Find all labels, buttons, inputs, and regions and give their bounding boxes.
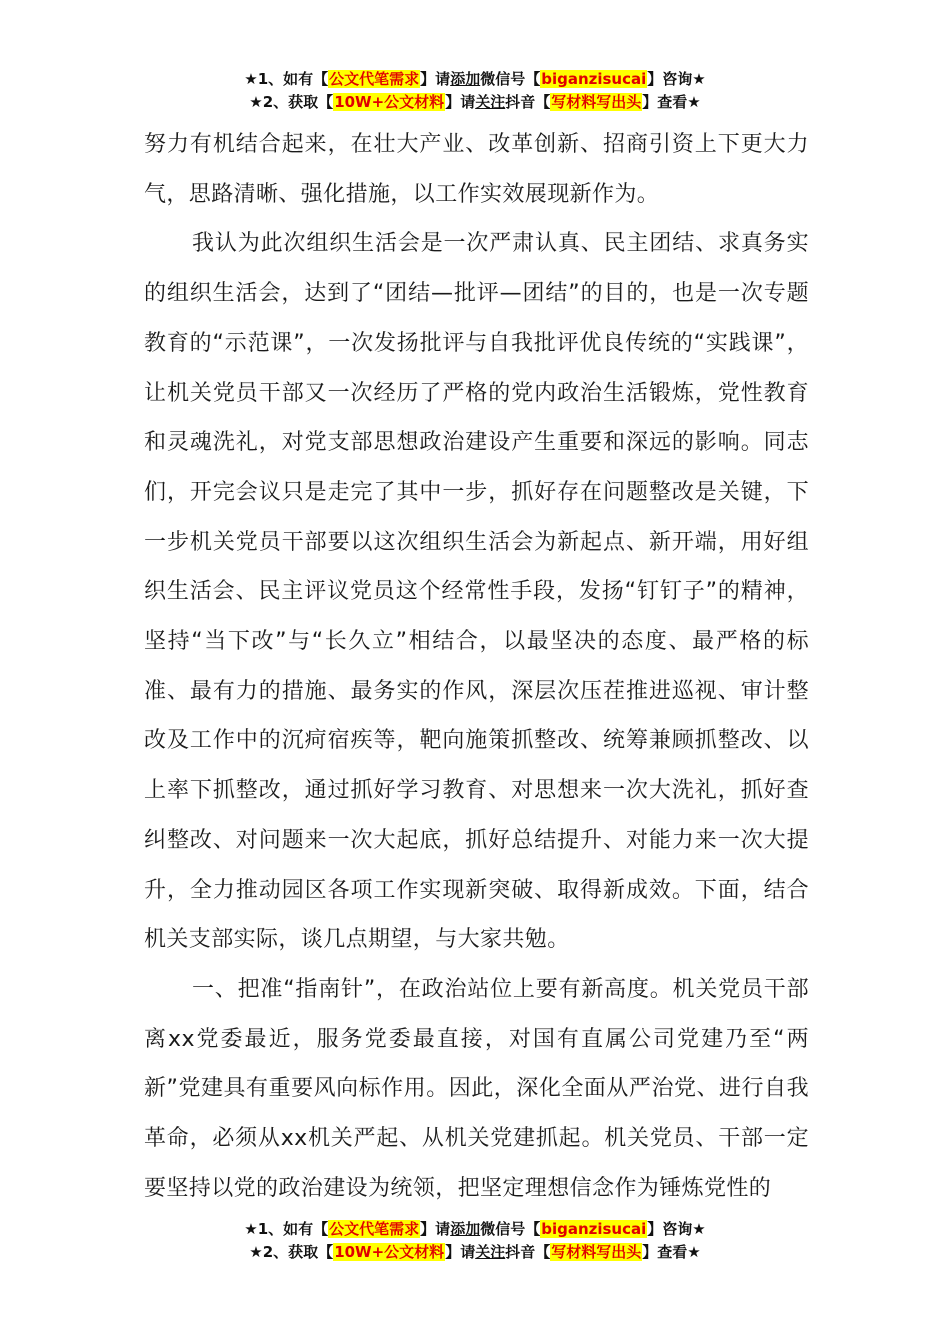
banner-text: ★1、如有【: [244, 70, 329, 88]
banner-line-1: [0, 68, 950, 91]
banner-text: 微信号【: [480, 70, 541, 88]
banner-text: 】咨询★: [647, 1220, 706, 1238]
highlight-materials: 10W+公文材料: [334, 93, 445, 111]
banner-text: 】请: [445, 1243, 476, 1261]
banner-text: ★2、获取【: [249, 1243, 334, 1261]
banner-line-2: [0, 91, 950, 114]
banner-text: 】请: [420, 70, 451, 88]
highlight-service: 公文代笔需求: [329, 70, 420, 88]
banner-text: 】查看★: [642, 93, 701, 111]
banner-underlined-text: 添加: [450, 1220, 481, 1238]
banner-underlined-text: 关注: [475, 1243, 506, 1261]
banner-text: 】请: [420, 1220, 451, 1238]
banner-text: 】咨询★: [647, 70, 706, 88]
header-banner: [0, 68, 950, 114]
highlight-douyin-account: 写材料写出头: [551, 1243, 642, 1261]
highlight-wechat-id: biganzisucai: [541, 70, 647, 88]
highlight-service: 公文代笔需求: [329, 1220, 420, 1238]
highlight-wechat-id: biganzisucai: [541, 1220, 647, 1238]
document-body: [144, 120, 809, 1213]
banner-text: 抖音【: [505, 1243, 551, 1261]
footer-banner: [0, 1218, 950, 1264]
highlight-materials: 10W+公文材料: [334, 1243, 445, 1261]
banner-text: 】请: [445, 93, 476, 111]
banner-text: 微信号【: [480, 1220, 541, 1238]
banner-underlined-text: 关注: [475, 93, 506, 111]
body-paragraph: 一、把准“指南针”，在政治站位上要有新高度。机关党员干部离xx党委最近，服务党委最直接，对国有直属公司党建乃至“两新”党建具有重要风向标作用。因此，深化全面从严治党、进行自我革命，必须从xx机关严起、从机关党建抓起。机关党员、干部一定要坚持以党的政治建设为统领，把坚定理想信念作为锤炼党性的: [144, 976, 809, 1201]
highlight-douyin-account: 写材料写出头: [551, 93, 642, 111]
banner-line-1: [0, 1218, 950, 1241]
body-paragraph: 我认为此次组织生活会是一次严肃认真、民主团结、求真务实的组织生活会，达到了“团结—批评—团结”的目的，也是一次专题教育的“示范课”，一次发扬批评与自我批评优良传统的“实践课”，让机关党员干部又一次经历了严格的党内政治生活锻炼，党性教育和灵魂洗礼，对党支部思想政治建设产生重要和深远的影响。同志们，开完会议只是走完了其中一步，抓好存在问题整改是关键，下一步机关党员干部要以这次组织生活会为新起点、新开端，用好组织生活会、民主评议党员这个经常性手段，发扬“钉钉子”的精神，坚持“当下改”与“长久立”相结合，以最坚决的态度、最严格的标准、最有力的措施、最务实的作风，深层次压茬推进巡视、审计整改及工作中的沉疴宿疾等，靶向施策抓整改、统筹兼顾抓整改、以上率下抓整改，通过抓好学习教育、对思想来一次大洗礼，抓好查纠整改、对问题来一次大起底，抓好总结提升、对能力来一次大提升，全力推动园区各项工作实现新突破、取得新成效。下面，结合机关支部实际，谈几点期望，与大家共勉。: [144, 231, 809, 953]
banner-text: 】查看★: [642, 1243, 701, 1261]
banner-underlined-text: 添加: [450, 70, 481, 88]
banner-line-2: [0, 1241, 950, 1264]
banner-text: 抖音【: [505, 93, 551, 111]
body-paragraph-continued: 努力有机结合起来，在壮大产业、改革创新、招商引资上下更大力气，思路清晰、强化措施，以工作实效展现新作为。: [144, 132, 809, 207]
banner-text: ★2、获取【: [249, 93, 334, 111]
banner-text: ★1、如有【: [244, 1220, 329, 1238]
